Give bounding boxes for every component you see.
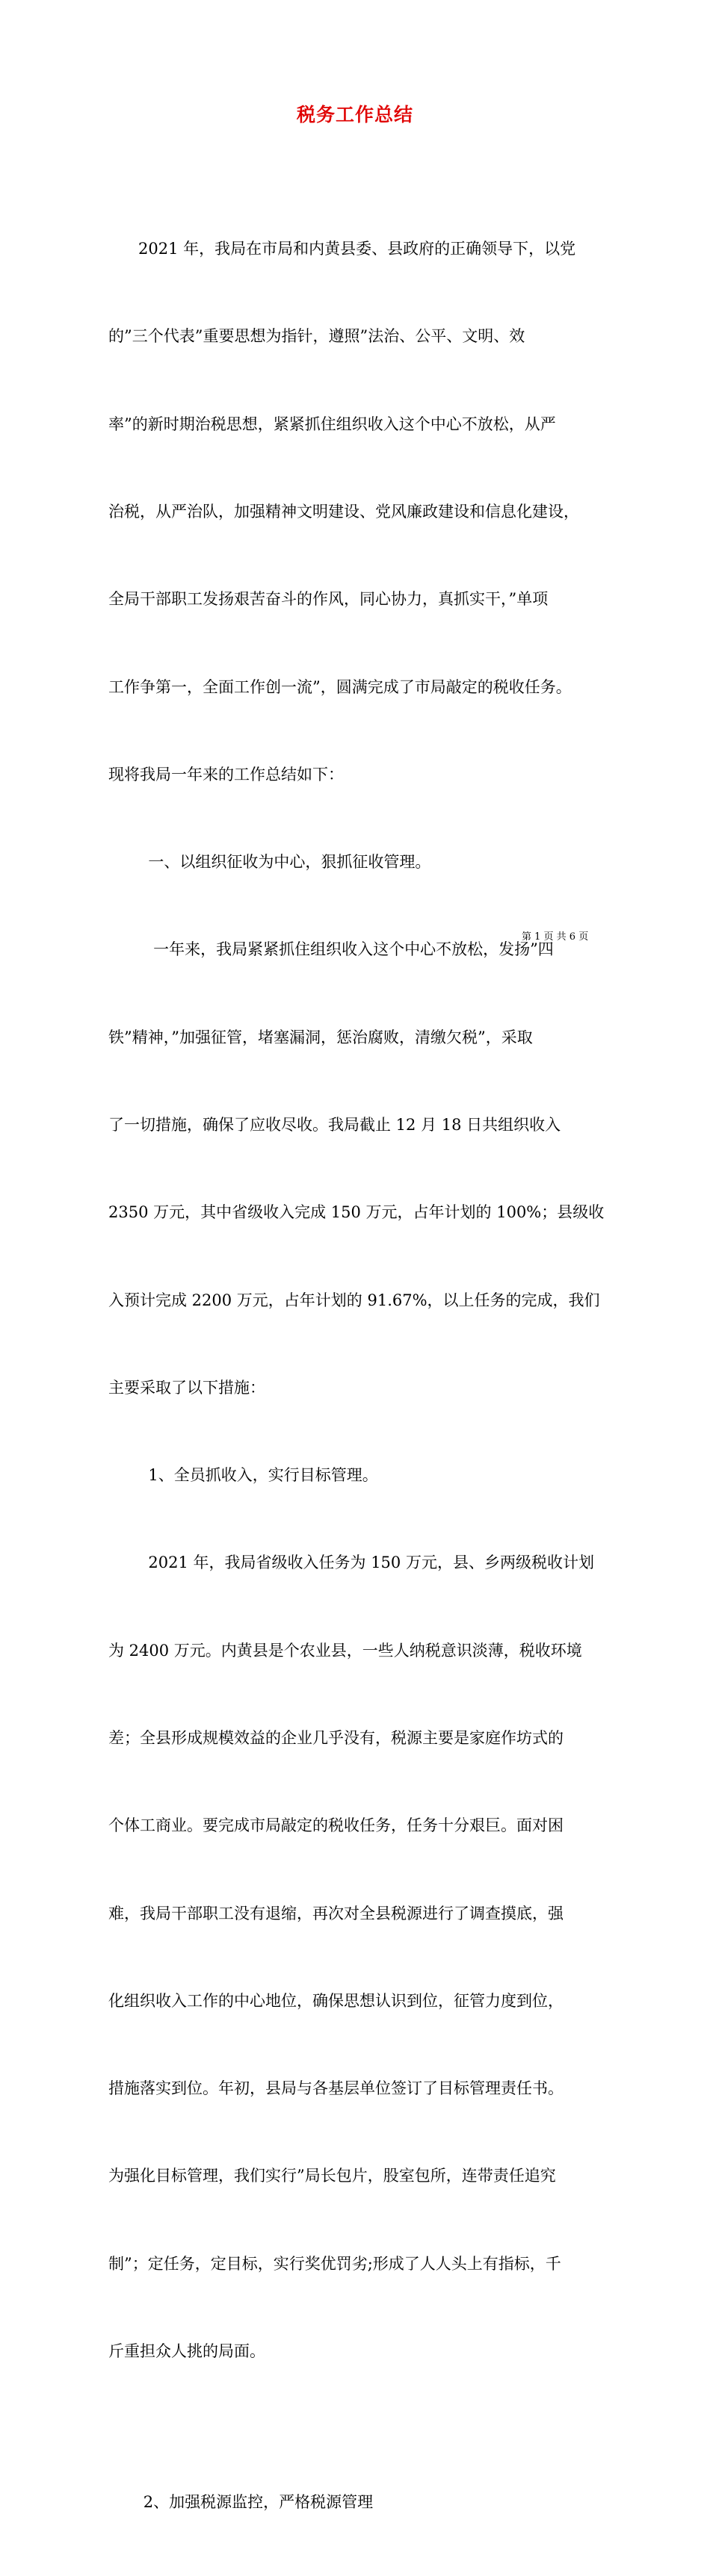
body-line: 差；全县形成规模效益的企业几乎没有，税源主要是家庭作坊式的 [108,1728,564,1747]
body-line: 主要采取了以下措施： [108,1378,265,1397]
body-line: 个体工商业。要完成市局敲定的税收任务，任务十分艰巨。面对困 [108,1816,564,1835]
body-line: 率”的新时期治税思想，紧紧抓住组织收入这个中心不放松，从严 [108,415,556,433]
body-line: 的”三个代表”重要思想为指针，遵照”法治、公平、文明、效 [108,327,525,346]
page-number: 第 1 页 共 6 页 [522,931,589,943]
document-body [108,176,620,2576]
body-line: 全局干部职工发扬艰苦奋斗的作风，同心协力，真抓实干，”单项 [108,590,549,609]
body-line: 治税，从严治队，加强精神文明建设、党风廉政建设和信息化建设， [108,503,579,521]
body-line: 难，我局干部职工没有退缩，再次对全县税源进行了调查摸底，强 [108,1904,564,1922]
body-line: 入预计完成 2200 万元，占年计划的 91.67%，以上任务的完成，我们 [108,1291,600,1309]
body-line: 制”；定任务，定目标，实行奖优罚劣;形成了人人头上有指标，千 [108,2254,561,2273]
subsection-heading: 1、全员抓收入，实行目标管理。 [108,1466,378,1485]
body-line: 铁”精神，”加强征管，堵塞漏洞，惩治腐败，清缴欠税”，采取 [108,1028,533,1046]
body-line: 2021 年，我局省级收入任务为 150 万元，县、乡两级税收计划 [108,1554,594,1572]
subsection-heading: 2、加强税源监控，严格税源管理 [108,2493,374,2512]
body-line: 斤重担众人挑的局面。 [108,2341,265,2360]
body-line: 化组织收入工作的中心地位，确保思想认识到位，征管力度到位， [108,1991,564,2010]
section-heading: 一、以组织征收为中心，狠抓征收管理。 [108,853,431,872]
body-line: 为 2400 万元。内黄县是个农业县，一些人纳税意识淡薄，税收环境 [108,1641,582,1660]
body-line: 现将我局一年来的工作总结如下： [108,765,344,783]
body-line: 2350 万元，其中省级收入完成 150 万元，占年计划的 100%；县级收 [108,1203,605,1222]
body-line: 一年来，我局紧紧抓住组织收入这个中心不放松，发扬”四 [108,940,554,959]
paragraph-gap [108,2424,620,2430]
body-line: 措施落实到位。年初，县局与各基层单位签订了目标管理责任书。 [108,2079,564,2098]
document-title: 税务工作总结 [296,104,413,125]
body-line: 为强化目标管理，我们实行”局长包片，股室包所，连带责任追究 [108,2167,556,2185]
body-line: 工作争第一，全面工作创一流”，圆满完成了市局敲定的税收任务。 [108,677,572,696]
body-line: 了一切措施，确保了应收尽收。我局截止 12 月 18 日共组织收入 [108,1116,561,1134]
body-line: 2021 年，我局在市局和内黄县委、县政府的正确领导下，以党 [108,240,576,258]
